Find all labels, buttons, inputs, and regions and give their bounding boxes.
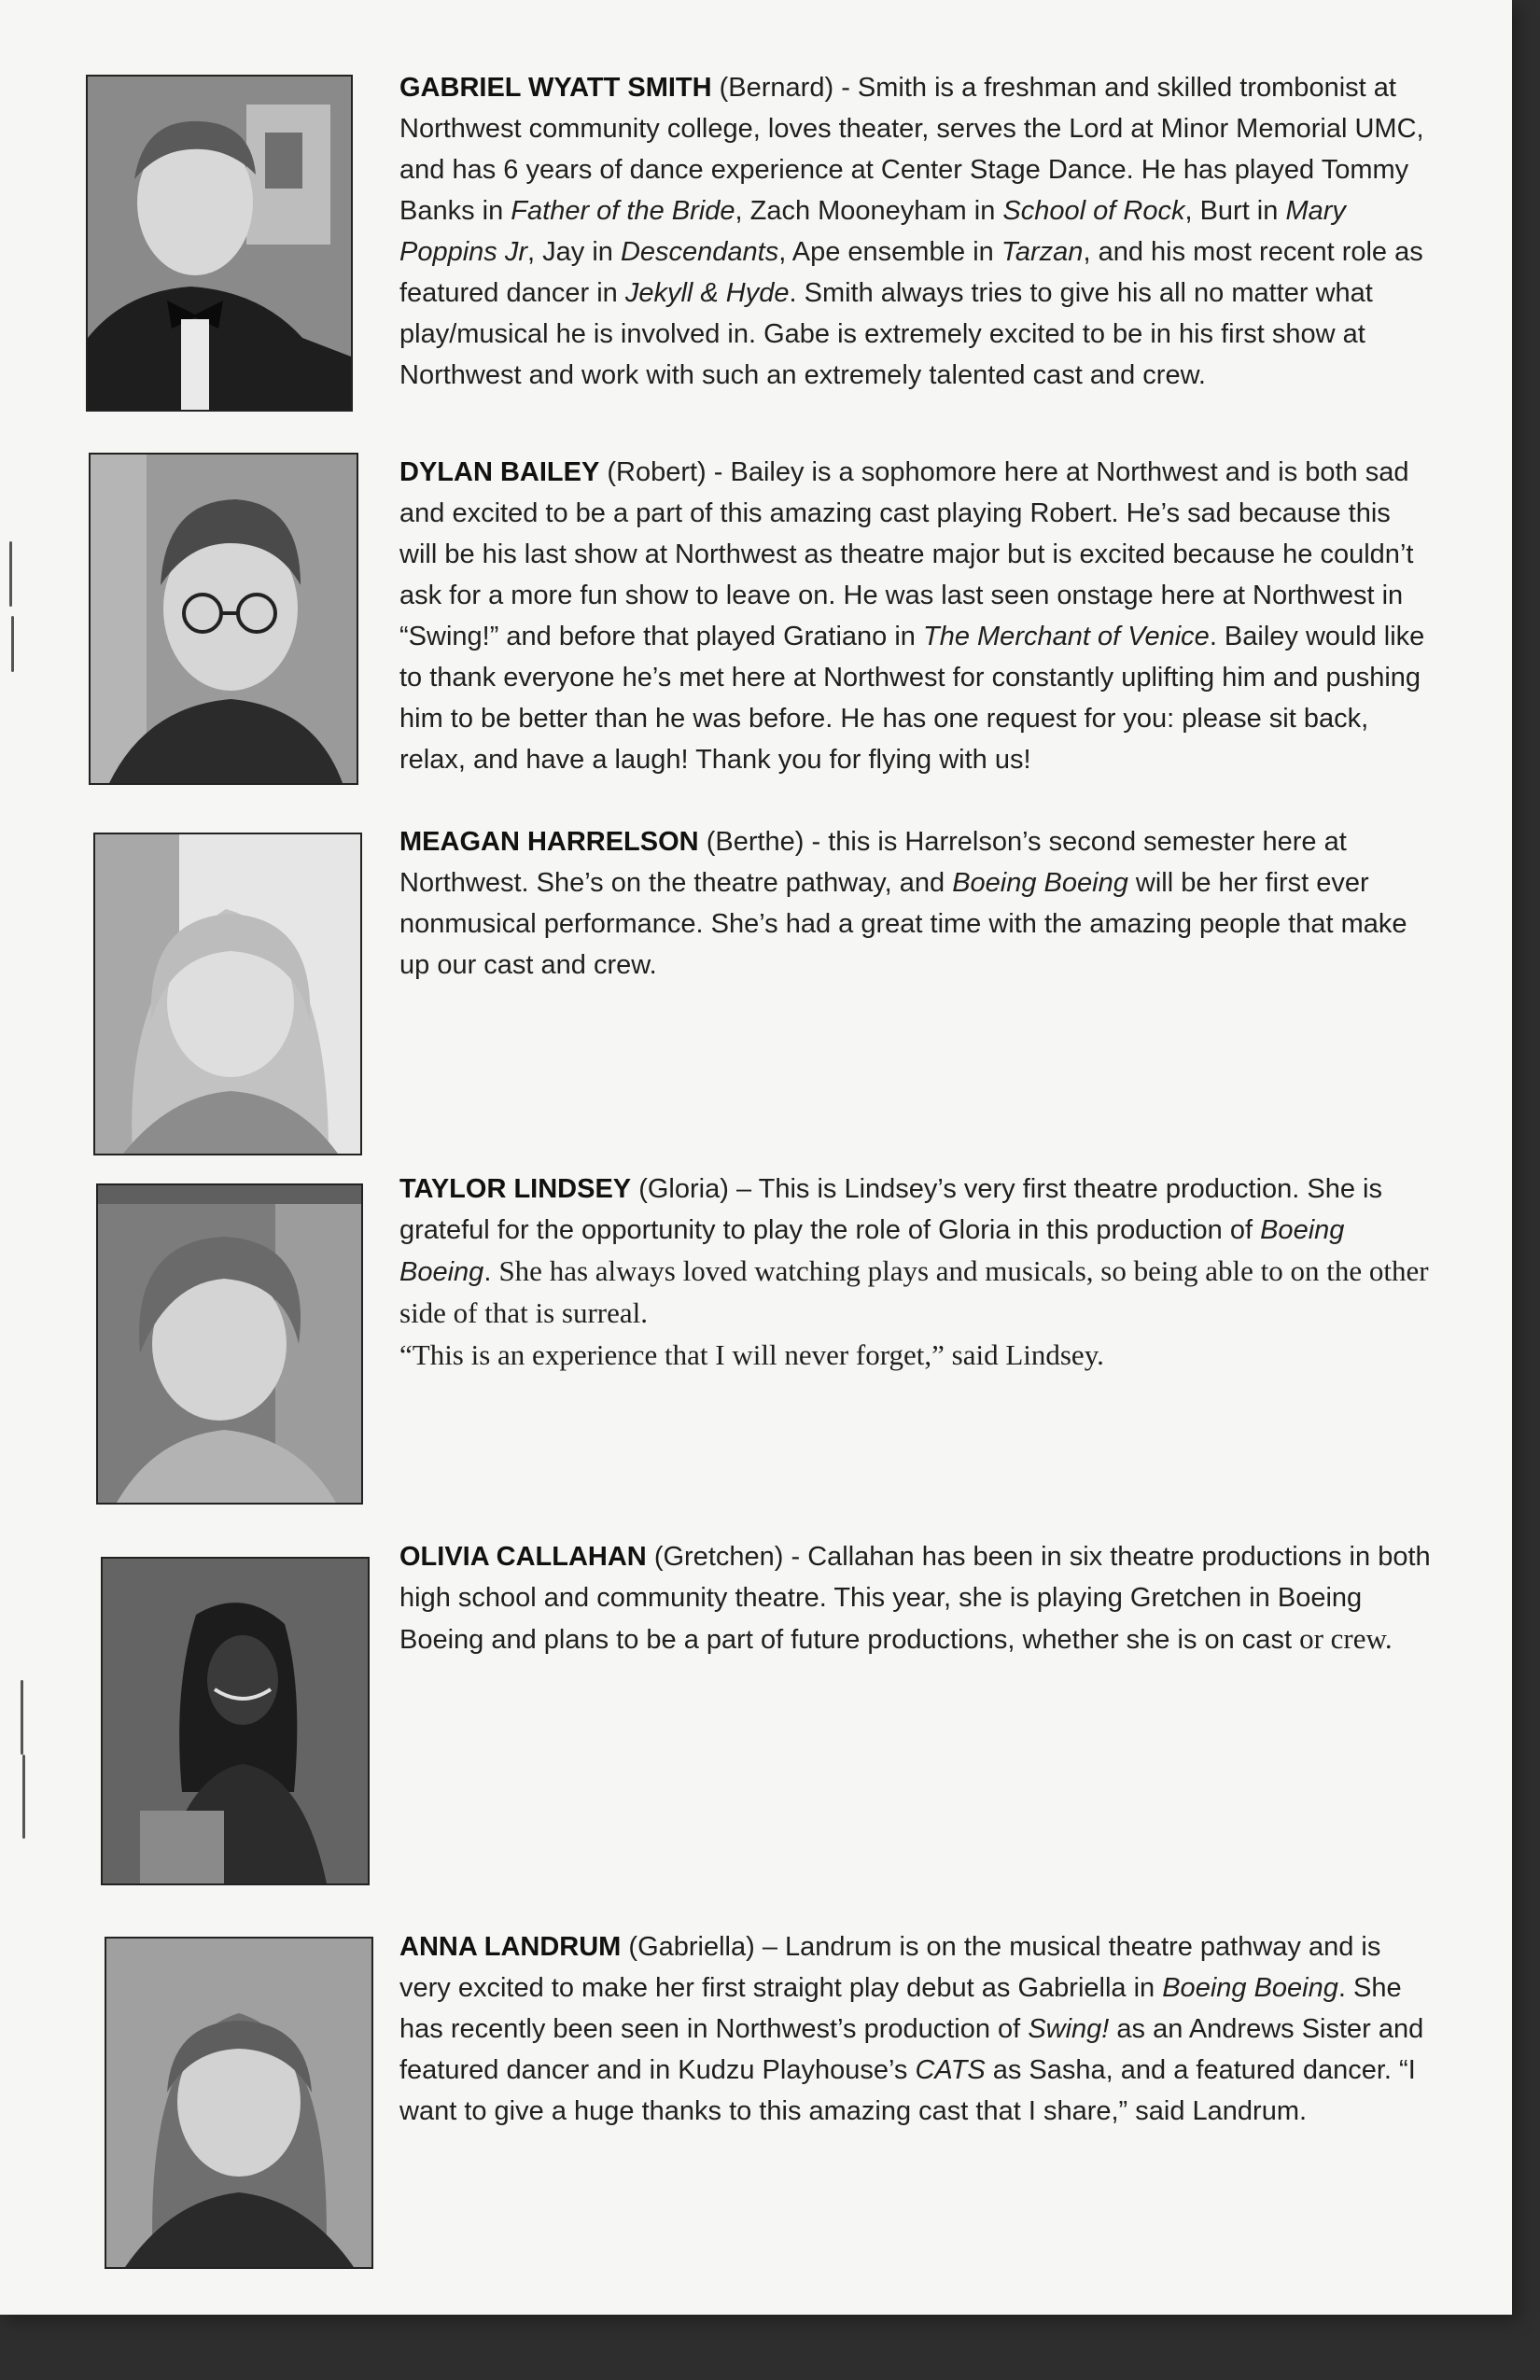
bio-text: , Zach Mooneyham in bbox=[735, 196, 1003, 226]
bio-text: – This is Lindsey’s very first theatre production. She is grateful for the opportunity to play the role of Gloria in this production of bbox=[399, 1174, 1382, 1245]
bio-quote: “This is an experience that I will never forget,” said Lindsey. bbox=[399, 1338, 1104, 1371]
cast-bio bbox=[399, 1536, 1435, 1660]
cast-name: OLIVIA CALLAHAN bbox=[399, 1542, 647, 1572]
show-title: Boeing Boeing bbox=[399, 1215, 1345, 1287]
cast-role: (Robert) bbox=[607, 457, 707, 487]
show-title: Boeing Boeing bbox=[1162, 1973, 1338, 2003]
show-title: The Merchant of Venice bbox=[923, 622, 1210, 651]
show-title: School of Rock bbox=[1002, 196, 1185, 226]
headshot-photo bbox=[86, 75, 353, 412]
bio-text: . She has recently been seen in Northwest’s production of bbox=[399, 1973, 1402, 2044]
margin-mark bbox=[11, 616, 14, 672]
bio-text: - this is Harrelson’s second semester here at Northwest. She’s on the theatre pathway, and bbox=[399, 827, 1347, 898]
bio-text: , and his most recent role as featured dancer in bbox=[399, 237, 1423, 308]
margin-mark bbox=[9, 541, 12, 607]
cast-bio bbox=[399, 821, 1435, 986]
bio-text: She has always loved watching plays and musicals, so being able to on the other side of that is surreal. bbox=[399, 1254, 1429, 1329]
cast-bio bbox=[399, 1926, 1435, 2132]
cast-bio bbox=[399, 1169, 1435, 1377]
show-title: Jekyll & Hyde bbox=[624, 278, 790, 308]
bio-text: , Jay in bbox=[527, 237, 621, 267]
headshot-photo bbox=[89, 453, 358, 785]
bio-text: – Landrum is on the musical theatre pathway and is very excited to make her first straight play debut as Gabriella in bbox=[399, 1932, 1381, 2003]
headshot-photo bbox=[105, 1937, 373, 2269]
headshot-photo bbox=[101, 1557, 370, 1885]
bio-text: . Smith always tries to give his all no matter what play/musical he is involved in. Gabe is extremely excited to be in his first show at Northwest and work with such an extremely talented cast and crew. bbox=[399, 278, 1373, 390]
show-title: Tarzan bbox=[1001, 237, 1084, 267]
bio-text: . Bailey would like to thank everyone he’s met here at Northwest for constantly uplifting him and pushing him to be better than he was before. He has one request for you: please sit back, relax, and have a laugh! Thank you for flying with us! bbox=[399, 622, 1425, 775]
cast-role: (Gabriella) bbox=[628, 1932, 755, 1962]
show-title: Mary Poppins Jr bbox=[399, 196, 1346, 267]
bio-text: or crew. bbox=[1299, 1622, 1393, 1655]
bio-text: - Smith is a freshman and skilled trombonist at Northwest community college, loves theater, serves the Lord at Minor Memorial UMC, and has 6 years of dance experience at Center Stage Dance. He has played Tommy Banks in bbox=[399, 73, 1424, 226]
margin-mark bbox=[22, 1755, 25, 1839]
cast-bio bbox=[399, 67, 1435, 396]
cast-role: (Gloria) bbox=[638, 1174, 729, 1204]
cast-name: MEAGAN HARRELSON bbox=[399, 827, 699, 857]
show-title: Boeing Boeing bbox=[952, 868, 1128, 898]
cast-name: ANNA LANDRUM bbox=[399, 1932, 622, 1962]
cast-role: (Gretchen) bbox=[653, 1542, 784, 1572]
bio-text: , Burt in bbox=[1184, 196, 1286, 226]
bio-text: will be her first ever nonmusical performance. She’s had a great time with the amazing people that make up our cast and crew. bbox=[399, 868, 1407, 980]
show-title: Descendants bbox=[620, 237, 779, 267]
bio-text: as an Andrews Sister and featured dancer and in Kudzu Playhouse’s bbox=[399, 2014, 1424, 2085]
cast-role: (Berthe) bbox=[706, 827, 805, 857]
cast-bio bbox=[399, 452, 1435, 780]
bio-text: , Ape ensemble in bbox=[778, 237, 1001, 267]
bio-text: - Bailey is a sophomore here at Northwest and is both sad and excited to be a part of this amazing cast playing Robert. He’s sad because this will be his last show at Northwest as theatre major but is excited because he couldn’t ask for a more fun show to leave on. He was last seen onstage here at Northwest in “Swing!” and before that played Gratiano in bbox=[399, 457, 1414, 651]
cast-name: GABRIEL WYATT SMITH bbox=[399, 73, 712, 103]
cast-name: TAYLOR LINDSEY bbox=[399, 1174, 632, 1204]
show-title: Swing! bbox=[1028, 2014, 1110, 2044]
headshot-photo bbox=[93, 833, 362, 1155]
headshot-photo bbox=[96, 1183, 363, 1505]
bio-text: . bbox=[483, 1257, 499, 1287]
show-title: CATS bbox=[915, 2055, 986, 2085]
cast-name: DYLAN BAILEY bbox=[399, 457, 600, 487]
bio-text: as Sasha, and a featured dancer. “I want to give a huge thanks to this amazing cast that I share,” said Landrum. bbox=[399, 2055, 1416, 2126]
bio-text: - Callahan has been in six theatre productions in both high school and community theatre. This year, she is playing Gretchen in Boeing Boeing and plans to be a part of future productions, whether she is on cast bbox=[399, 1542, 1431, 1655]
show-title: Father of the Bride bbox=[511, 196, 735, 226]
margin-mark bbox=[21, 1680, 23, 1755]
cast-role: (Bernard) bbox=[719, 73, 834, 103]
